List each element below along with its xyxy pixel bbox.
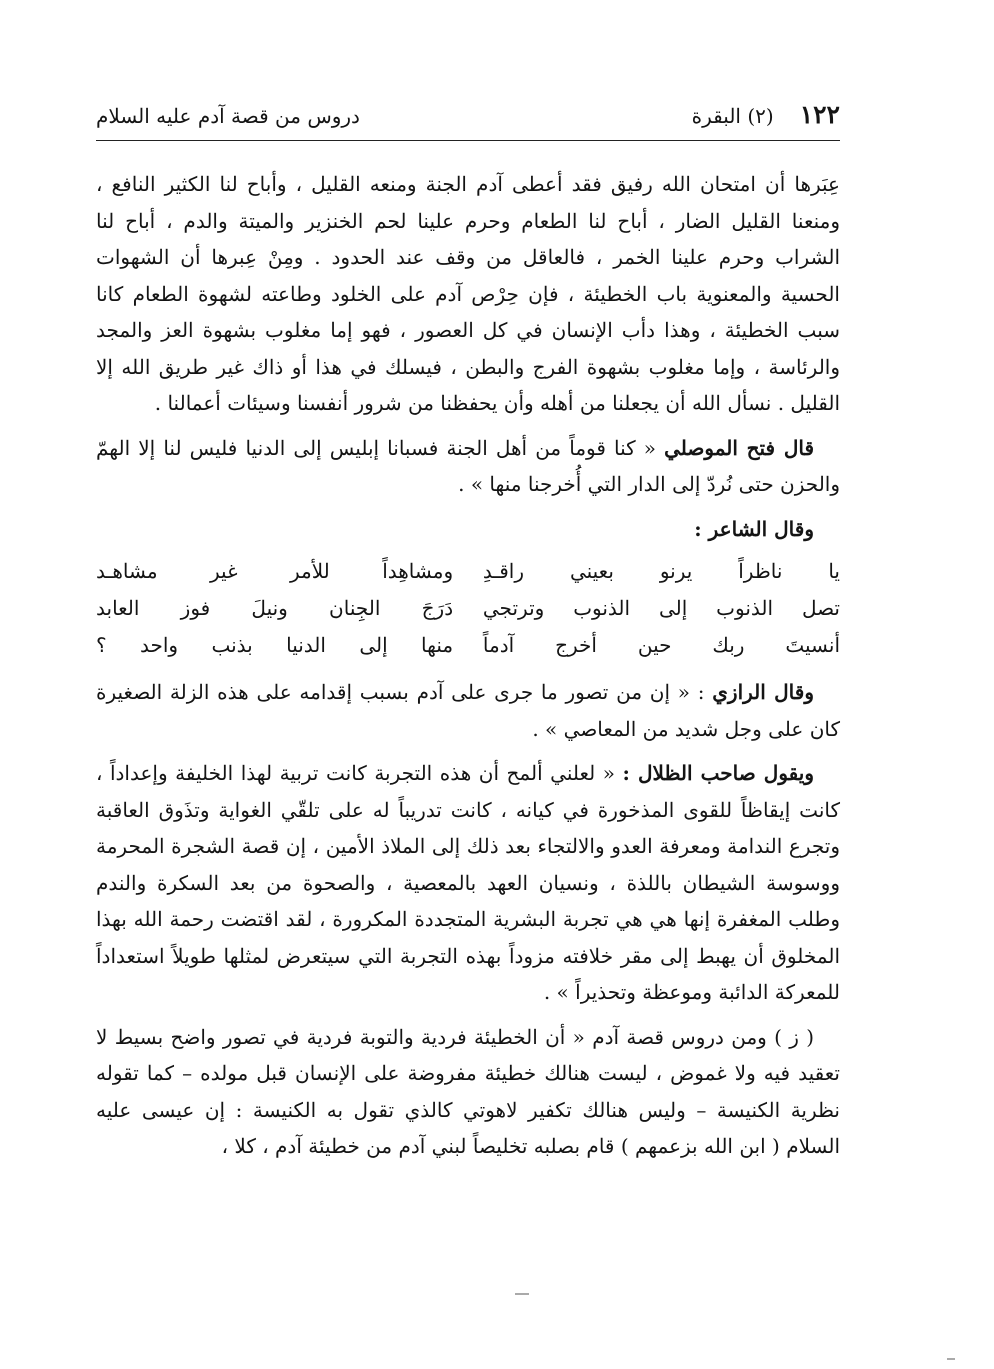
speaker-fath: قال فتح الموصلي: [664, 435, 814, 460]
paragraph-lessons: عِبَرها أن امتحان الله رفيق فقد أعطى آدم الجنة ومنعه القليل ، وأباح لنا الكثير النافع ، ومنعنا القليل الضار ، أباح لنا الطعام وحرم علينا لحم الخنزير والميتة والدم ، أباح لنا الشراب وحرم علينا الخمر ، فالعاقل من وقف عند الحدود . ومِنْ عِبرها أن الشهوات الحسية والمعنوية باب الخطيئة ، فإن حِرْص آدم على الخلود وطاعته لشهوة الطعام كانا سبب الخطيئة ، وهذا دأب الإنسان في كل العصور ، فهو إما مغلوب بشهوة العز والمجد والرئاسة ، وإما مغلوب بشهوة الفرج والبطن ، فيسلك في هذا أو ذاك غير طريق الله إلا القليل . نسأل الله أن يجعلنا من أهله وأن يحفظنا من شرور أنفسنا وسيئات أعمالنا .: [96, 172, 840, 415]
verse-first-hemistich: تصل الذنوب إلى الذنوب وترتجي: [482, 596, 840, 620]
verse-second-hemistich: ومشاهِداً للأمر غير مشاهـد: [96, 559, 454, 583]
running-title: دروس من قصة آدم عليه السلام: [96, 104, 360, 128]
poem-verse: [96, 590, 840, 627]
speaker-razi: وقال الرازي: [712, 680, 814, 704]
surah-label: (٢) البقرة: [691, 104, 774, 128]
scan-mark: [515, 1293, 529, 1295]
paragraph-fath-quote: [96, 430, 840, 503]
paragraph-lesson-z: ( ز ) ومن دروس قصة آدم « أن الخطيئة فردية والتوبة فردية في تصور واضح بسيط لا تعقيد فيه ولا غموض ، ليست هنالك خطيئة مفروضة على الإنسان قبل مولده – كما تقوله نظرية الكنيسة – وليس هنالك تكفير لاهوتي كالذي تقول به الكنيسة : إن عيسى عليه السلام ( ابن الله بزعمهم ) قام بصلبه تخليصاً لبني آدم من خطيئة آدم ، كلا ،: [96, 1024, 840, 1158]
paragraph-razi-quote: [96, 674, 840, 747]
verse-second-hemistich: دَرَجَ الجِنان ونيلَ فوز العابد: [96, 596, 454, 620]
verse-first-hemistich: أنسيتَ ربك حين أخرج آدماً: [482, 633, 840, 657]
header-rule: [96, 140, 840, 141]
poem-verse: [96, 627, 840, 664]
verse-first-hemistich: يا ناظراً يرنو بعيني راقـدِ: [482, 559, 840, 583]
scan-mark: [947, 1358, 955, 1360]
poem: [96, 553, 840, 664]
page-number: ١٢٢: [799, 100, 840, 129]
poet-heading: وقال الشاعر :: [694, 516, 814, 541]
page-header: [96, 100, 840, 129]
quote-zilal: « لعلني ألمح أن هذه التجربة كانت تربية لهذا الخليفة وإعداداً ، كانت إيقاظاً للقوى المذخورة في كيانه ، كانت تدريباً له على تلقّي الغواية وتذَوق العاقبة وتجرع الندامة ومعرفة العدو والالتجاء بعد ذلك إلى الملاذ الأمين ، إن قصة الشجرة المحرمة ووسوسة الشيطان باللذة ، ونسيان العهد بالمعصية ، والصحوة من بعد السكرة والندم وطلب المغفرة إنها هي هي تجربة البشرية المتجددة المكرورة ، لقد اقتضت رحمة الله بهذا المخلوق أن يهبط إلى مقر خلافته مزوداً بهذه التجربة التي سيتعرض لمثلها طويلاً استعداداً للمعركة الدائبة وموعظة وتحذيراً » .: [96, 761, 840, 1004]
quote-razi: : « إن من تصور ما جرى على آدم بسبب إقدامه على هذه الزلة الصغيرة كان على وجل شديد من المعاصي » .: [96, 680, 840, 741]
speaker-zilal: ويقول صاحب الظلال :: [622, 761, 815, 785]
verse-second-hemistich: منها إلى الدنيا بذنب واحد ؟: [96, 633, 454, 657]
quote-fath: « كنا قوماً من أهل الجنة فسبانا إبليس إلى الدنيا فليس لنا إلا الهمّ والحزن حتى نُردّ إلى الدار التي أُخرجنا منها » .: [96, 435, 840, 496]
header-right: [692, 100, 840, 129]
paragraph-zilal-quote: [96, 755, 840, 1011]
poem-verse: [96, 553, 840, 590]
page-body: [96, 166, 840, 1165]
